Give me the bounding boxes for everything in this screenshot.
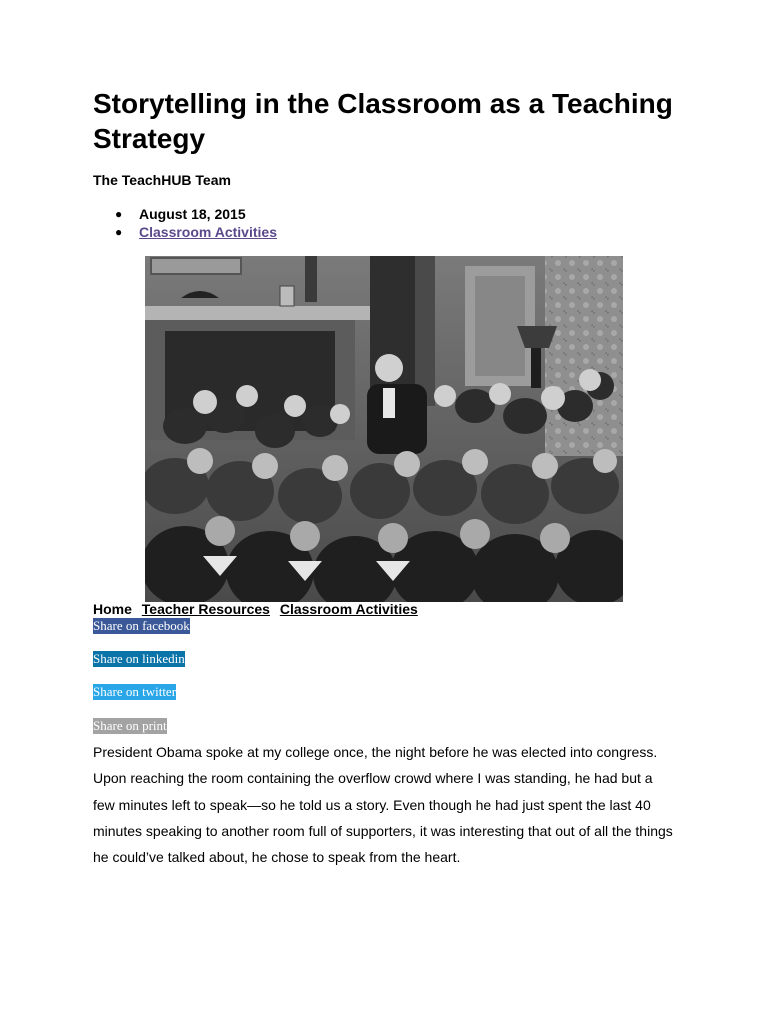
breadcrumb-classroom-activities[interactable]: Classroom Activities bbox=[279, 601, 418, 617]
share-linkedin-button[interactable]: Share on linkedin bbox=[93, 651, 185, 666]
share-print-button[interactable]: Share on print bbox=[93, 718, 167, 733]
bullet-icon: ● bbox=[115, 225, 123, 239]
article-meta-list bbox=[93, 205, 277, 241]
storytelling-photo bbox=[145, 256, 623, 602]
breadcrumb bbox=[93, 600, 424, 618]
share-facebook-button[interactable]: Share on facebook bbox=[93, 618, 190, 633]
article-body-paragraph: President Obama spoke at my college once, the night before he was elected into congress. Upon reaching the room containing the overflow crowd where I was standing, he had but a few minutes left to speak—so he told us a story. Even though he had just spent the last 40 minutes speaking to another room full of supporters, it was interesting that out of all the things he could’ve talked about, he chose to speak from the heart. bbox=[93, 744, 673, 866]
publish-date: August 18, 2015 bbox=[139, 206, 246, 222]
date-item bbox=[93, 205, 277, 223]
category-link[interactable]: Classroom Activities bbox=[139, 224, 277, 240]
author-name: The TeachHUB Team bbox=[93, 172, 231, 188]
category-item bbox=[93, 223, 277, 241]
share-twitter-button[interactable]: Share on twitter bbox=[93, 684, 177, 699]
page-title: Storytelling in the Classroom as a Teaching Strategy bbox=[93, 88, 673, 154]
breadcrumb-teacher-resources[interactable]: Teacher Resources bbox=[141, 601, 270, 617]
breadcrumb-home[interactable]: Home bbox=[93, 601, 132, 617]
bullet-icon: ● bbox=[115, 207, 123, 221]
